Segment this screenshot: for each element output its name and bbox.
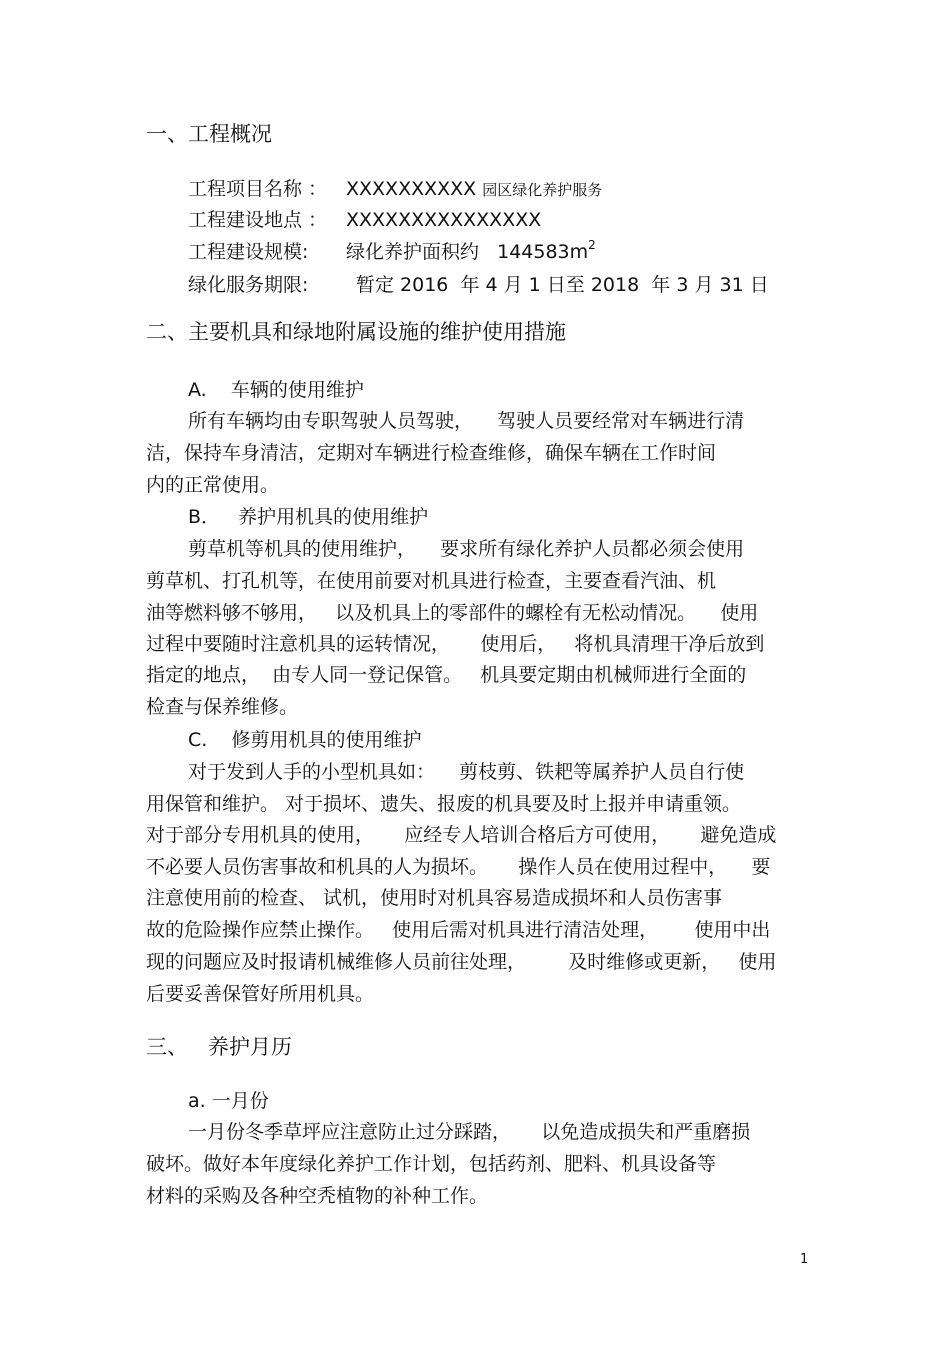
paragraph-line: 一月份冬季草坪应注意防止过分踩踏， 以免造成损失和严重磨损	[188, 1121, 751, 1143]
subsection-a-title: A. 车辆的使用维护	[188, 379, 364, 401]
period-label: 绿化服务期限:	[188, 274, 309, 296]
paragraph-line: 洁，保持车身清洁，定期对车辆进行检查维修，确保车辆在工作时间	[146, 442, 717, 464]
paragraph-line: 不必要人员伤害事故和机具的人为损坏。 操作人员在使用过程中， 要	[146, 856, 771, 878]
project-name-value	[346, 177, 602, 202]
subsection-c-title: C. 修剪用机具的使用维护	[188, 729, 422, 751]
paragraph-line: 内的正常使用。	[146, 474, 280, 496]
subsection-b-title: B． 养护用机具的使用维护	[188, 506, 429, 528]
paragraph-line: 材料的采购及各种空秃植物的补种工作。	[146, 1185, 489, 1207]
project-name-suffix: 园区绿化养护服务	[482, 181, 603, 199]
location-value: XXXXXXXXXXXXXXX	[346, 209, 542, 231]
scale-value	[346, 240, 596, 266]
paragraph-line: 破坏。做好本年度绿化养护工作计划，包括药剂、肥料、机具设备等	[146, 1153, 717, 1175]
paragraph-line: 过程中要随时注意机具的运转情况， 使用后， 将机具清理干净后放到	[146, 633, 765, 655]
paragraph-line: 用保管和维护。 对于损坏、遗失、报废的机具要及时上报并申请重领。	[146, 793, 742, 815]
section1-heading: 一、工程概况	[146, 122, 272, 146]
paragraph-line: 油等燃料够不够用， 以及机具上的零部件的螺栓有无松动情况。 使用	[146, 602, 759, 624]
scale-superscript: 2	[588, 238, 596, 252]
section3-heading: 三、 养护月历	[146, 1035, 293, 1059]
paragraph-line: 注意使用前的检查、 试机，使用时对机具容易造成损坏和人员伤害事	[146, 887, 723, 909]
paragraph-line: 指定的地点， 由专人同一登记保管。 机具要定期由机械师进行全面的	[146, 664, 747, 686]
paragraph-line: 对于发到人手的小型机具如： 剪枝剪、铁耙等属养护人员自行使	[188, 761, 745, 783]
scale-text: 绿化养护面积约 144583m	[346, 241, 589, 263]
paragraph-line: 对于部分专用机具的使用， 应经专人培训合格后方可使用， 避免造成	[146, 824, 777, 846]
paragraph-line: 现的问题应及时报请机械维修人员前往处理， 及时维修或更新， 使用	[146, 951, 777, 973]
month-january-title: a. 一月份	[188, 1090, 269, 1112]
paragraph-line: 故的危险操作应禁止操作。 使用后需对机具进行清洁处理， 使用中出	[146, 919, 771, 941]
project-name-label: 工程项目名称 ：	[188, 178, 328, 200]
page-number: 1	[800, 1252, 809, 1267]
location-label: 工程建设地点 ：	[188, 209, 328, 231]
paragraph-line: 后要妥善保管好所用机具。	[146, 983, 375, 1005]
project-name-code: XXXXXXXXXX	[346, 178, 477, 200]
paragraph-line: 所有车辆均由专职驾驶人员驾驶， 驾驶人员要经常对车辆进行清	[188, 410, 745, 432]
paragraph-line: 剪草机等机具的使用维护， 要求所有绿化养护人员都必须会使用	[188, 538, 745, 560]
period-value: 暂定 2016 年 4 月 1 日至 2018 年 3 月 31 日	[356, 274, 769, 296]
scale-label: 工程建设规模:	[188, 241, 309, 263]
paragraph-line: 检查与保养维修。	[146, 696, 299, 718]
section2-heading: 二、主要机具和绿地附属设施的维护使用措施	[146, 320, 566, 344]
paragraph-line: 剪草机、打孔机等，在使用前要对机具进行检查，主要查看汽油、机	[146, 570, 717, 592]
